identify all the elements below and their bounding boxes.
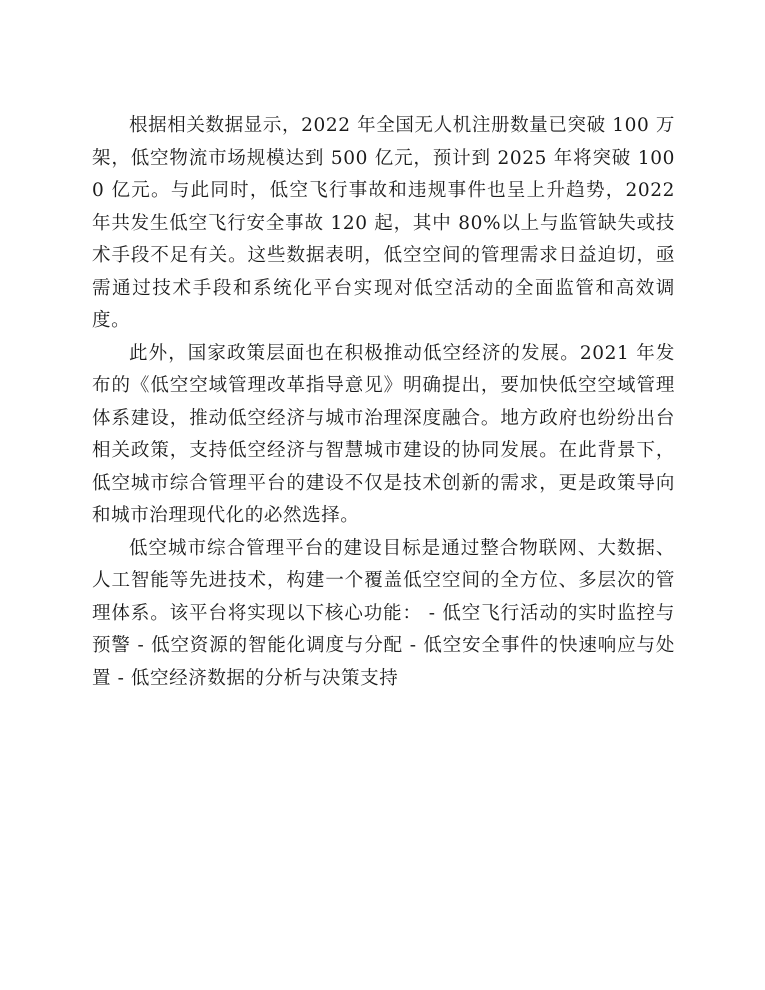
paragraph-platform-goals: 低空城市综合管理平台的建设目标是通过整合物联网、大数据、人工智能等先进技术，构建一个覆盖低空空间的全方位、多层次的管理体系。该平台将实现以下核心功能： - 低空飞行活动的实时监控与预警 - 低空资源的智能化调度与分配 - 低空安全事件的快速响应与处置 - 低空经济数据的分析与决策支持 <box>92 537 675 689</box>
paragraph-national-policy: 此外，国家政策层面也在积极推动低空经济的发展。2021 年发布的《低空空域管理改革指导意见》明确提出，要加快低空空域管理体系建设，推动低空经济与城市治理深度融合。地方政府也纷纷出台相关政策，支持低空经济与智慧城市建设的协同发展。在此背景下，低空城市综合管理平台的建设不仅是技术创新的需求，更是政策导向和城市治理现代化的必然选择。 <box>92 342 675 526</box>
document-body <box>92 110 675 695</box>
paragraph-drone-statistics: 根据相关数据显示，2022 年全国无人机注册数量已突破 100 万架，低空物流市场规模达到 500 亿元，预计到 2025 年将突破 1000 亿元。与此同时，低空飞行事故和违规事件也呈上升趋势，2022 年共发生低空飞行安全事故 120 起，其中 80%以上与监管缺失或技术手段不足有关。这些数据表明，低空空间的管理需求日益迫切，亟需通过技术手段和系统化平台实现对低空活动的全面监管和高效调度。 <box>92 115 675 331</box>
